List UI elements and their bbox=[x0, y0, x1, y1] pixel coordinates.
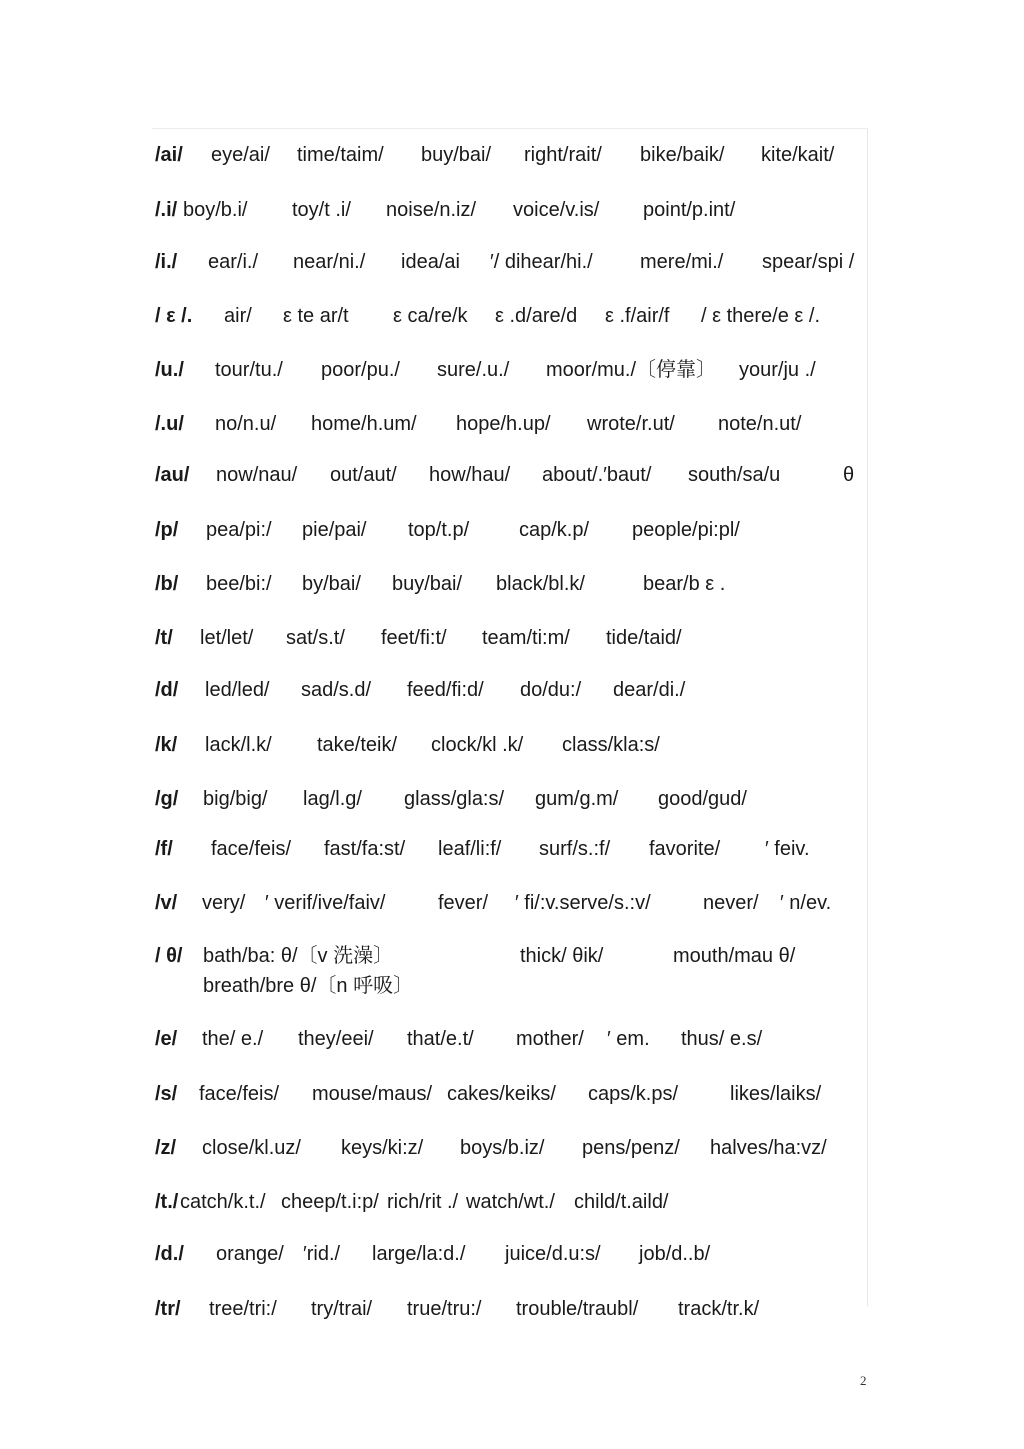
phoneme-label: /d/ bbox=[155, 679, 179, 701]
phoneme-label: /t/ bbox=[155, 627, 173, 649]
example-word: toy/t .i/ bbox=[292, 199, 351, 221]
example-word: θ bbox=[843, 464, 855, 486]
example-word: moor/mu./〔停靠〕 bbox=[546, 359, 717, 381]
example-word: bear/b ε . bbox=[643, 573, 726, 595]
example-word: south/sa/u bbox=[688, 464, 781, 486]
example-word: watch/wt./ bbox=[466, 1191, 555, 1213]
example-word: pie/pai/ bbox=[302, 519, 367, 541]
example-word: wrote/r.ut/ bbox=[587, 413, 675, 435]
example-word: child/t.aild/ bbox=[574, 1191, 669, 1213]
example-word: tide/taid/ bbox=[606, 627, 682, 649]
example-word: glass/gla:s/ bbox=[404, 788, 505, 810]
example-word: big/big/ bbox=[203, 788, 268, 810]
example-word: ε .d/are/d bbox=[495, 305, 578, 327]
example-word: bee/bi:/ bbox=[206, 573, 272, 595]
example-word: cap/k.p/ bbox=[519, 519, 590, 541]
example-word: pens/penz/ bbox=[582, 1137, 680, 1159]
example-word: ′ em. bbox=[607, 1028, 650, 1050]
example-word: class/kla:s/ bbox=[562, 734, 660, 756]
example-word: ε .f/air/f bbox=[605, 305, 670, 327]
example-word: trouble/traubl/ bbox=[516, 1298, 639, 1320]
example-word: about/.′baut/ bbox=[542, 464, 652, 486]
example-word: halves/ha:vz/ bbox=[710, 1137, 827, 1159]
example-word: ′ n/ev. bbox=[780, 892, 832, 914]
example-word: catch/k.t./ bbox=[180, 1191, 266, 1213]
phoneme-label: /.u/ bbox=[155, 413, 184, 435]
example-word: mother/ bbox=[516, 1028, 584, 1050]
phoneme-label: /v/ bbox=[155, 892, 178, 914]
example-word: idea/ai bbox=[401, 251, 460, 273]
example-word: voice/v.is/ bbox=[513, 199, 600, 221]
phoneme-label: /e/ bbox=[155, 1028, 178, 1050]
example-word: air/ bbox=[224, 305, 252, 327]
example-word: thick/ θik/ bbox=[520, 945, 604, 967]
example-word: pea/pi:/ bbox=[206, 519, 272, 541]
example-word: right/rait/ bbox=[524, 144, 602, 166]
example-word: fever/ bbox=[438, 892, 489, 914]
example-word: led/led/ bbox=[205, 679, 270, 701]
example-word: rich/rit ./ bbox=[387, 1191, 459, 1213]
example-word: ′/ dihear/hi./ bbox=[490, 251, 593, 273]
example-word: ′rid./ bbox=[303, 1243, 341, 1265]
example-word: boys/b.iz/ bbox=[460, 1137, 545, 1159]
example-word: close/kl.uz/ bbox=[202, 1137, 301, 1159]
example-word: bath/ba: θ/〔v 洗澡〕 bbox=[203, 945, 394, 967]
example-word: ear/i./ bbox=[208, 251, 259, 273]
example-word: very/ bbox=[202, 892, 246, 914]
example-word: ′ verif/ive/faiv/ bbox=[265, 892, 386, 914]
page-number: 2 bbox=[860, 1373, 867, 1388]
example-word: lag/l.g/ bbox=[303, 788, 362, 810]
example-word: ′ feiv. bbox=[765, 838, 810, 860]
example-word: cakes/keiks/ bbox=[447, 1083, 556, 1105]
example-word: true/tru:/ bbox=[407, 1298, 482, 1320]
phoneme-label: /p/ bbox=[155, 519, 179, 541]
example-word: note/n.ut/ bbox=[718, 413, 802, 435]
example-word: caps/k.ps/ bbox=[588, 1083, 679, 1105]
example-word: time/taim/ bbox=[297, 144, 384, 166]
example-word: clock/kl .k/ bbox=[431, 734, 524, 756]
example-word: sat/s.t/ bbox=[286, 627, 345, 649]
example-word: buy/bai/ bbox=[392, 573, 463, 595]
example-word: eye/ai/ bbox=[211, 144, 270, 166]
example-word: track/tr.k/ bbox=[678, 1298, 760, 1320]
example-word: near/ni./ bbox=[293, 251, 366, 273]
example-word: noise/n.iz/ bbox=[386, 199, 477, 221]
phoneme-label: /i./ bbox=[155, 251, 178, 273]
example-word: face/feis/ bbox=[199, 1083, 280, 1105]
example-word: hope/h.up/ bbox=[456, 413, 551, 435]
phoneme-label: /z/ bbox=[155, 1137, 177, 1159]
example-word: ′ fi/:v.serve/s.:v/ bbox=[515, 892, 651, 914]
phoneme-label: /.i/ bbox=[155, 199, 178, 221]
phoneme-label: /f/ bbox=[155, 838, 173, 860]
phoneme-label: /k/ bbox=[155, 734, 178, 756]
phoneme-label: /u./ bbox=[155, 359, 184, 381]
example-word: bike/baik/ bbox=[640, 144, 725, 166]
example-word: they/eei/ bbox=[298, 1028, 374, 1050]
example-word: orange/ bbox=[216, 1243, 284, 1265]
example-word: out/aut/ bbox=[330, 464, 397, 486]
phoneme-label: / ε /. bbox=[155, 305, 193, 327]
example-word: dear/di./ bbox=[613, 679, 686, 701]
example-word: mere/mi./ bbox=[640, 251, 724, 273]
example-word: ε ca/re/k bbox=[393, 305, 468, 327]
example-word: cheep/t.i:p/ bbox=[281, 1191, 379, 1213]
example-word: leaf/li:f/ bbox=[438, 838, 502, 860]
example-word: your/ju ./ bbox=[739, 359, 816, 381]
example-word: boy/b.i/ bbox=[183, 199, 248, 221]
example-word: favorite/ bbox=[649, 838, 721, 860]
example-word: the/ e./ bbox=[202, 1028, 264, 1050]
phoneme-label: /b/ bbox=[155, 573, 179, 595]
example-word: that/e.t/ bbox=[407, 1028, 474, 1050]
example-word: black/bl.k/ bbox=[496, 573, 585, 595]
phoneme-label: /t./ bbox=[155, 1191, 179, 1213]
example-word: tour/tu./ bbox=[215, 359, 283, 381]
example-word: sad/s.d/ bbox=[301, 679, 372, 701]
example-word: fast/fa:st/ bbox=[324, 838, 406, 860]
example-word: feed/fi:d/ bbox=[407, 679, 484, 701]
example-word: home/h.um/ bbox=[311, 413, 417, 435]
example-word: gum/g.m/ bbox=[535, 788, 619, 810]
example-word: / ε there/e ε /. bbox=[701, 305, 820, 327]
example-word: good/gud/ bbox=[658, 788, 747, 810]
phoneme-label: / θ/ bbox=[155, 945, 183, 967]
example-word: try/trai/ bbox=[311, 1298, 373, 1320]
example-word: tree/tri:/ bbox=[209, 1298, 277, 1320]
phoneme-label: /s/ bbox=[155, 1083, 178, 1105]
example-word: large/la:d./ bbox=[372, 1243, 466, 1265]
example-word: poor/pu./ bbox=[321, 359, 400, 381]
example-word: now/nau/ bbox=[216, 464, 298, 486]
example-word: top/t.p/ bbox=[408, 519, 470, 541]
example-word: breath/bre θ/〔n 呼吸〕 bbox=[203, 975, 414, 997]
phoneme-label: /g/ bbox=[155, 788, 179, 810]
example-word: thus/ e.s/ bbox=[681, 1028, 763, 1050]
example-word: juice/d.u:s/ bbox=[505, 1243, 601, 1265]
example-word: do/du:/ bbox=[520, 679, 582, 701]
example-word: kite/kait/ bbox=[761, 144, 835, 166]
example-word: mouth/mau θ/ bbox=[673, 945, 796, 967]
example-word: likes/laiks/ bbox=[730, 1083, 822, 1105]
example-word: how/hau/ bbox=[429, 464, 511, 486]
example-word: spear/spi / bbox=[762, 251, 855, 273]
example-word: no/n.u/ bbox=[215, 413, 277, 435]
example-word: by/bai/ bbox=[302, 573, 361, 595]
example-word: take/teik/ bbox=[317, 734, 398, 756]
example-word: let/let/ bbox=[200, 627, 254, 649]
example-word: face/feis/ bbox=[211, 838, 292, 860]
example-word: sure/.u./ bbox=[437, 359, 510, 381]
example-word: buy/bai/ bbox=[421, 144, 492, 166]
example-word: feet/fi:t/ bbox=[381, 627, 447, 649]
example-word: keys/ki:z/ bbox=[341, 1137, 424, 1159]
example-word: point/p.int/ bbox=[643, 199, 736, 221]
example-word: team/ti:m/ bbox=[482, 627, 570, 649]
phoneme-label: /d./ bbox=[155, 1243, 184, 1265]
example-word: never/ bbox=[703, 892, 759, 914]
phoneme-label: /tr/ bbox=[155, 1298, 181, 1320]
example-word: job/d..b/ bbox=[639, 1243, 711, 1265]
example-word: surf/s.:f/ bbox=[539, 838, 611, 860]
example-word: mouse/maus/ bbox=[312, 1083, 433, 1105]
phoneme-label: /au/ bbox=[155, 464, 190, 486]
example-word: ε te ar/t bbox=[283, 305, 349, 327]
example-word: lack/l.k/ bbox=[205, 734, 272, 756]
phoneme-label: /ai/ bbox=[155, 144, 183, 166]
example-word: people/pi:pl/ bbox=[632, 519, 740, 541]
